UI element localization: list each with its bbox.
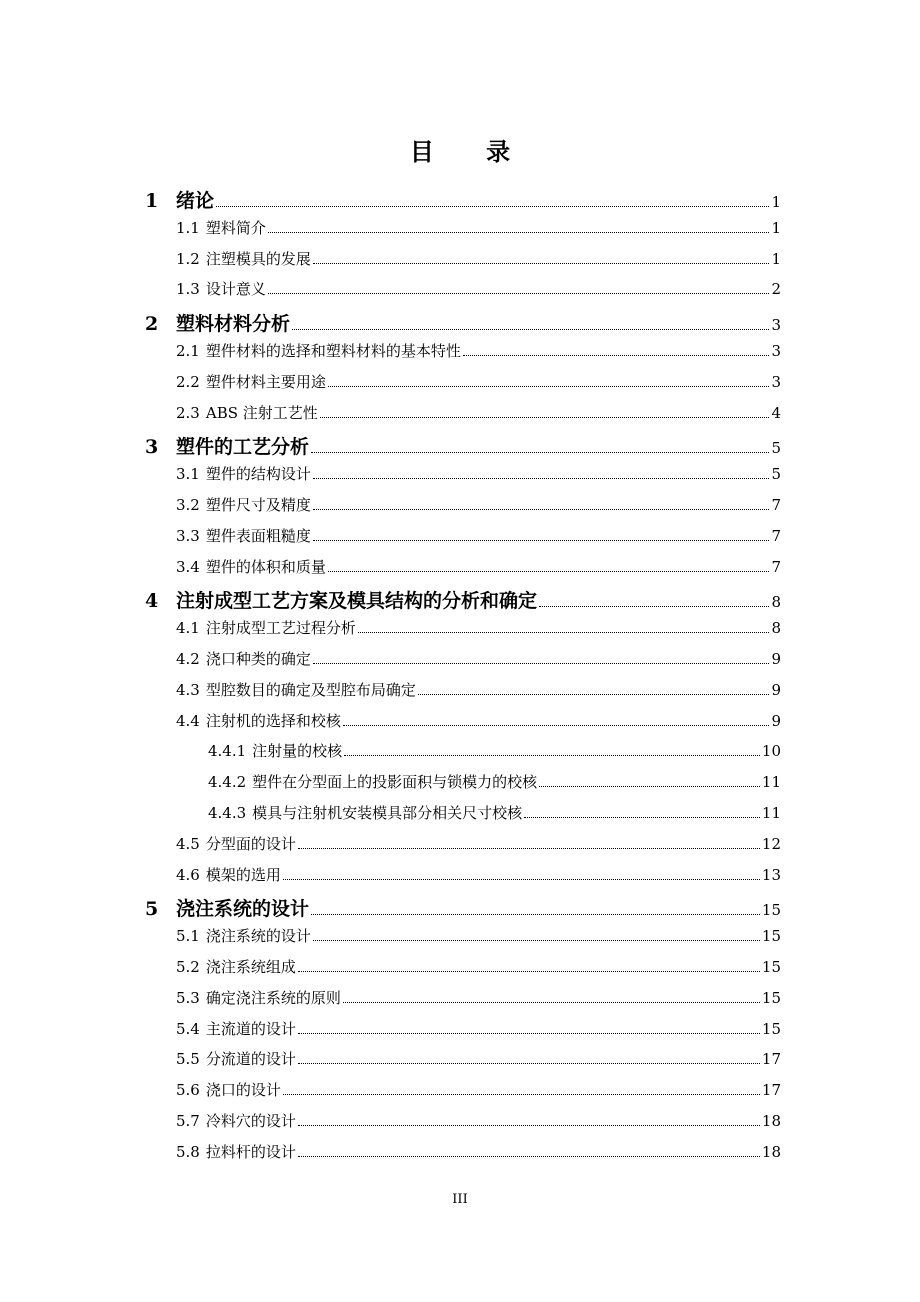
dot-leader xyxy=(298,848,760,849)
dot-leader xyxy=(343,1002,760,1003)
dot-leader xyxy=(298,1125,760,1126)
toc-entry[interactable] xyxy=(176,556,781,577)
toc-entry-title: 塑件表面粗糙度 xyxy=(205,526,311,545)
toc-entry-title: 注塑模具的发展 xyxy=(205,249,311,268)
toc-entry-page: 8 xyxy=(771,619,781,638)
dot-leader xyxy=(268,232,770,233)
toc-entry-title: 分型面的设计 xyxy=(205,834,296,853)
toc-entry-page: 3 xyxy=(771,316,781,335)
dot-leader xyxy=(283,1094,760,1095)
toc-entry-title: 塑件在分型面上的投影面积与锁模力的校核 xyxy=(252,773,538,792)
toc-entry-number: 5 xyxy=(145,898,159,921)
toc-entry[interactable] xyxy=(176,278,781,299)
toc-entry-number: 1.3 xyxy=(176,280,200,299)
toc-entry-page: 4 xyxy=(771,403,781,422)
toc-entry-number: 4.4.1 xyxy=(208,742,247,761)
toc-entry-title: 主流道的设计 xyxy=(205,1019,296,1038)
dot-leader xyxy=(298,971,760,972)
toc-entry[interactable] xyxy=(176,833,781,854)
toc-entry-number: 3.1 xyxy=(176,465,200,484)
toc-entry[interactable] xyxy=(145,309,781,336)
toc-entry-page: 9 xyxy=(771,711,781,730)
toc-entry[interactable] xyxy=(176,402,781,423)
toc-entry[interactable] xyxy=(176,1018,781,1039)
dot-leader xyxy=(328,571,770,572)
toc-entry[interactable] xyxy=(176,617,781,638)
toc-entry-page: 15 xyxy=(761,901,781,920)
toc-entry[interactable] xyxy=(176,1048,781,1069)
toc-entry-number: 5.8 xyxy=(176,1142,200,1161)
toc-entry-number: 1.2 xyxy=(176,249,200,268)
toc-entry[interactable] xyxy=(176,217,781,238)
toc-entry-page: 15 xyxy=(761,988,781,1007)
toc-entry[interactable] xyxy=(176,648,781,669)
toc-entry-title: 塑件材料主要用途 xyxy=(205,372,326,391)
toc-entry-title: 塑料简介 xyxy=(205,218,266,237)
toc-entry-number: 4.1 xyxy=(176,619,200,638)
toc-entry-page: 15 xyxy=(761,1019,781,1038)
toc-entry-title: 浇注系统的设计 xyxy=(205,927,311,946)
toc-entry-number: 2.2 xyxy=(176,372,200,391)
toc-entry-number: 3.4 xyxy=(176,557,200,576)
toc-entry-page: 3 xyxy=(771,342,781,360)
toc-entry-title: 注射机的选择和校核 xyxy=(205,711,341,730)
toc-entry-title: 拉料杆的设计 xyxy=(205,1142,296,1161)
toc-entry-title: 塑件的工艺分析 xyxy=(176,436,310,459)
toc-entry[interactable] xyxy=(176,494,781,515)
toc-entry-title: 注射成型工艺过程分析 xyxy=(205,619,356,638)
toc-entry-page: 17 xyxy=(761,1050,781,1069)
toc-entry[interactable] xyxy=(176,710,781,731)
dot-leader xyxy=(298,1156,760,1157)
toc-entry-title: 浇注系统的设计 xyxy=(176,898,310,921)
toc-entry-number: 5.2 xyxy=(176,958,200,976)
toc-entry-number: 5.5 xyxy=(176,1050,200,1069)
toc-entry[interactable] xyxy=(176,1079,781,1100)
toc-entry[interactable] xyxy=(208,771,781,792)
toc-entry-page: 11 xyxy=(761,804,781,822)
dot-leader xyxy=(311,452,769,453)
toc-entry-number: 2.3 xyxy=(176,403,200,422)
toc-entry[interactable] xyxy=(176,956,781,977)
toc-entry-page: 9 xyxy=(771,680,781,699)
toc-entry-title: 模架的选用 xyxy=(205,865,281,884)
toc-entry-number: 4 xyxy=(145,590,159,613)
toc-entry-page: 13 xyxy=(761,865,781,884)
toc-entry[interactable] xyxy=(208,802,781,823)
dot-leader xyxy=(313,540,770,541)
toc-entry-page: 7 xyxy=(771,496,781,514)
toc-entry-page: 1 xyxy=(771,218,781,237)
toc-entry-number: 4.3 xyxy=(176,680,200,699)
toc-entry-title: 模具与注射机安装模具部分相关尺寸校核 xyxy=(252,804,523,822)
toc-entry-number: 5.7 xyxy=(176,1112,200,1130)
dot-leader xyxy=(344,755,760,756)
toc-entry-number: 5.3 xyxy=(176,988,200,1007)
toc-entry-page: 1 xyxy=(771,249,781,268)
dot-leader xyxy=(311,914,760,915)
toc-entry-number: 3.2 xyxy=(176,496,200,514)
toc-entry-page: 1 xyxy=(771,193,781,211)
toc-entry-page: 12 xyxy=(761,834,781,853)
dot-leader xyxy=(328,386,770,387)
toc-entry-number: 4.5 xyxy=(176,834,200,853)
dot-leader xyxy=(463,355,770,356)
dot-leader xyxy=(313,263,770,264)
dot-leader xyxy=(313,509,770,510)
dot-leader xyxy=(343,725,770,726)
toc-entry-title: 浇注系统组成 xyxy=(205,958,296,976)
dot-leader xyxy=(313,663,770,664)
toc-entry-page: 8 xyxy=(771,593,781,612)
page-number-footer: III xyxy=(452,1192,468,1207)
toc-entry[interactable] xyxy=(176,1110,781,1131)
toc-entry-title: 设计意义 xyxy=(205,280,266,299)
toc-entry-number: 2 xyxy=(145,313,159,336)
toc-entry-number: 5.6 xyxy=(176,1081,200,1100)
toc-entry-number: 3.3 xyxy=(176,526,200,545)
toc-entry[interactable] xyxy=(176,463,781,484)
toc-entry[interactable] xyxy=(176,679,781,700)
toc-entry-title: 浇口种类的确定 xyxy=(205,650,311,668)
toc-entry[interactable] xyxy=(176,248,781,269)
toc-entry-title: 绪论 xyxy=(176,190,215,212)
toc-entry-number: 5.4 xyxy=(176,1019,200,1038)
toc-entry-title: 塑件的体积和质量 xyxy=(205,557,326,576)
toc-entry-title: 型腔数目的确定及型腔布局确定 xyxy=(205,680,416,699)
toc-entry-page: 15 xyxy=(761,958,781,976)
toc-entry-number: 4.2 xyxy=(176,650,200,668)
toc-entry-page: 2 xyxy=(771,280,781,299)
toc-entry-number: 4.4 xyxy=(176,711,200,730)
toc-entry-title: 冷料穴的设计 xyxy=(205,1112,296,1130)
toc-entry-page: 18 xyxy=(761,1112,781,1130)
toc-entry-number: 3 xyxy=(145,436,159,459)
toc-entry[interactable] xyxy=(176,864,781,885)
toc-entry-title: ABS 注射工艺性 xyxy=(205,403,318,422)
toc-entry-title: 塑件尺寸及精度 xyxy=(205,496,311,514)
toc-entry-page: 7 xyxy=(771,557,781,576)
toc-entry-title: 分流道的设计 xyxy=(205,1050,296,1069)
toc-entry[interactable] xyxy=(176,371,781,392)
toc-entry-page: 9 xyxy=(771,650,781,668)
toc-entry-number: 4.4.2 xyxy=(208,773,247,792)
toc-entry-number: 2.1 xyxy=(176,342,200,360)
toc-entry[interactable] xyxy=(176,340,781,361)
toc-entry[interactable] xyxy=(176,1141,781,1162)
toc-entry-page: 18 xyxy=(761,1142,781,1161)
dot-leader xyxy=(283,879,760,880)
toc-entry[interactable] xyxy=(145,186,781,213)
toc-entry-page: 17 xyxy=(761,1081,781,1100)
toc-entry-page: 10 xyxy=(761,742,781,761)
toc-entry-page: 15 xyxy=(761,927,781,946)
dot-leader xyxy=(358,632,770,633)
toc-entry-page: 7 xyxy=(771,526,781,545)
dot-leader xyxy=(268,293,770,294)
dot-leader xyxy=(539,786,760,787)
dot-leader xyxy=(216,206,769,207)
dot-leader xyxy=(298,1033,760,1034)
toc-entry[interactable] xyxy=(145,432,781,459)
toc-entry[interactable] xyxy=(208,740,781,761)
toc-entry-title: 塑料材料分析 xyxy=(176,313,291,336)
toc-entry-page: 3 xyxy=(771,372,781,391)
toc-entry-title: 注射量的校核 xyxy=(252,742,343,761)
dot-leader xyxy=(320,417,770,418)
toc-entry[interactable] xyxy=(145,894,781,921)
toc-entry[interactable] xyxy=(176,925,781,946)
toc-entry-title: 塑件的结构设计 xyxy=(205,465,311,484)
toc-entry[interactable] xyxy=(176,987,781,1008)
dot-leader xyxy=(292,329,769,330)
toc-entry-number: 4.4.3 xyxy=(208,804,247,822)
toc-entry[interactable] xyxy=(145,586,781,613)
dot-leader xyxy=(539,606,769,607)
dot-leader xyxy=(418,694,770,695)
toc-entry-title: 确定浇注系统的原则 xyxy=(205,988,341,1007)
page-title: 目 录 xyxy=(409,137,533,166)
toc-entry-page: 11 xyxy=(761,773,781,792)
toc-entry-title: 注射成型工艺方案及模具结构的分析和确定 xyxy=(176,590,538,613)
toc-entry-number: 4.6 xyxy=(176,865,200,884)
toc-entry-title: 浇口的设计 xyxy=(205,1081,281,1100)
toc-entry-number: 5.1 xyxy=(176,927,200,946)
toc-entry-title: 塑件材料的选择和塑料材料的基本特性 xyxy=(205,342,461,360)
toc-entry-number: 1.1 xyxy=(176,218,200,237)
toc-entry[interactable] xyxy=(176,525,781,546)
dot-leader xyxy=(313,940,760,941)
dot-leader xyxy=(313,478,770,479)
dot-leader xyxy=(298,1063,760,1064)
toc-entry-page: 5 xyxy=(771,439,781,458)
dot-leader xyxy=(524,817,760,818)
toc-entry-page: 5 xyxy=(771,465,781,484)
toc-entry-number: 1 xyxy=(145,190,159,212)
